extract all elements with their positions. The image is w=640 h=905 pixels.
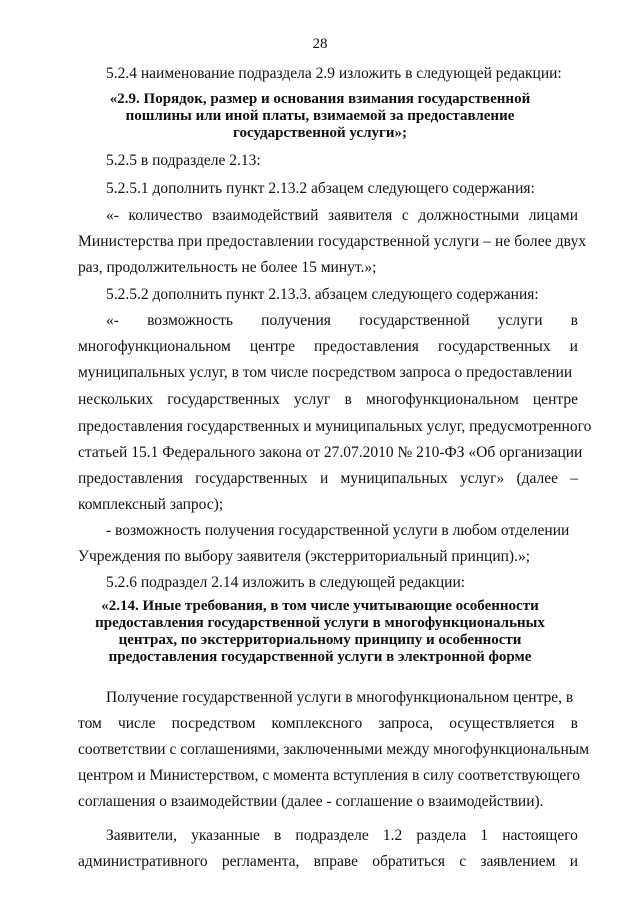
word: с [401,207,409,224]
word: запроса, [378,715,434,732]
word: – [570,470,578,487]
heading-line: предоставления государственной услуги в многофункциональных [95,615,545,631]
word: том [78,715,102,732]
word: государственных [167,391,280,408]
word: в [570,312,578,329]
heading-line: пошлины или иной платы, взимаемой за предоставление [125,108,515,124]
heading-line: «2.9. Порядок, размер и основания взимания государственной [109,91,531,107]
paragraph-line [106,206,578,226]
paragraph-line [106,826,578,846]
word: с [459,853,467,870]
word: многофункциональном [78,338,231,355]
word: административного [78,853,208,870]
word: предоставления [78,470,183,487]
word: услуг [293,391,331,408]
word: в [570,715,578,732]
word: посредством [171,715,256,732]
paragraph-line: Министерства при предоставлении государственной услуги – не более двух [78,233,587,250]
word: и [569,338,578,355]
word: подразделе [295,827,369,844]
clause-5-2-6: 5.2.6 подраздел 2.14 изложить в следующей редакции: [106,574,466,591]
paragraph-line [78,714,578,734]
word: должностными [418,207,520,224]
word: комплексного [271,715,363,732]
word: услуг» [460,470,505,487]
heading-2-9 [60,91,580,142]
paragraph-line: - возможность получения государственной услуги в любом отделении [106,522,570,539]
word: получения [261,312,331,329]
word: услуги [497,312,543,329]
word: лицами [528,207,578,224]
word: 1.2 [382,827,403,844]
page-number: 28 [312,36,328,52]
paragraph-line: комплексный запрос); [78,496,224,513]
clause-5-2-5: 5.2.5 в подразделе 2.13: [106,152,261,169]
word: «- [106,312,119,329]
paragraph-line: предоставления государственных и муниципальных услуг, предусмотренного [78,418,592,435]
word: нескольких [78,391,154,408]
word: вправе [313,853,358,870]
word: предоставления [314,338,419,355]
clause-5-2-5-1: 5.2.5.1 дополнить пункт 2.13.2 абзацем следующего содержания: [106,180,535,197]
word: государственной [359,312,470,329]
word: взаимодействий [212,207,319,224]
paragraph-line: соглашения о взаимодействии (далее - соглашение о взаимодействии). [78,793,544,810]
clause-5-2-4: 5.2.4 наименование подраздела 2.9 изложить в следующей редакции: [106,65,562,82]
word: и [569,853,578,870]
word: Заявители, [106,827,177,844]
word: государственных [438,338,551,355]
heading-line: предоставления государственной услуги в электронной форме [108,649,532,665]
paragraph-line [78,469,578,489]
word: многофункциональном [365,391,519,408]
word: и [319,470,329,487]
word: регламента, [221,853,300,870]
word: обратиться [372,853,446,870]
paragraph-line [106,311,578,331]
paragraph-line: статьей 15.1 Федерального закона от 27.07.2010 № 210-ФЗ «Об организации [78,444,583,461]
word: осуществляется [449,715,555,732]
paragraph-line: муниципальных услуг, в том числе посредством запроса о предоставлении [78,364,573,381]
word: раздела [416,827,467,844]
word: числе [117,715,156,732]
word: в [344,391,352,408]
paragraph-line [78,337,578,357]
word: в [273,827,282,844]
word: заявлением [480,853,556,870]
word: «- [106,207,119,224]
word: центре [532,391,578,408]
paragraph-line [78,852,578,872]
heading-line: центрах, по экстерриториальному принципу и особенности [118,632,522,648]
word: настоящего [502,827,578,844]
word: центре [249,338,295,355]
word: (далее [516,470,559,487]
heading-line: государственной услуги»; [233,125,407,141]
paragraph-line: Учреждения по выбору заявителя (экстерриториальный принцип).»; [78,548,531,565]
paragraph-line: Получение государственной услуги в многофункциональном центре, в [106,689,574,706]
word: заявителя [328,207,393,224]
heading-line: «2.14. Иные требования, в том числе учитывающие особенности [101,598,539,614]
word: государственных [195,470,308,487]
paragraph-line: раз, продолжительность не более 15 минут.»; [78,259,377,276]
word: 1 [480,827,489,844]
paragraph-line [78,390,578,410]
word: муниципальных [340,470,448,487]
word: количество [128,207,203,224]
clause-5-2-5-2: 5.2.5.2 дополнить пункт 2.13.3. абзацем следующего содержания: [106,286,539,303]
word: указанные [191,827,260,844]
heading-2-14 [60,598,580,666]
paragraph-line: центром и Министерством, с момента вступления в силу соответствующего [78,767,581,784]
word: возможность [147,312,233,329]
paragraph-line: соответствии с соглашениями, заключенными между многофункциональным [78,741,590,758]
